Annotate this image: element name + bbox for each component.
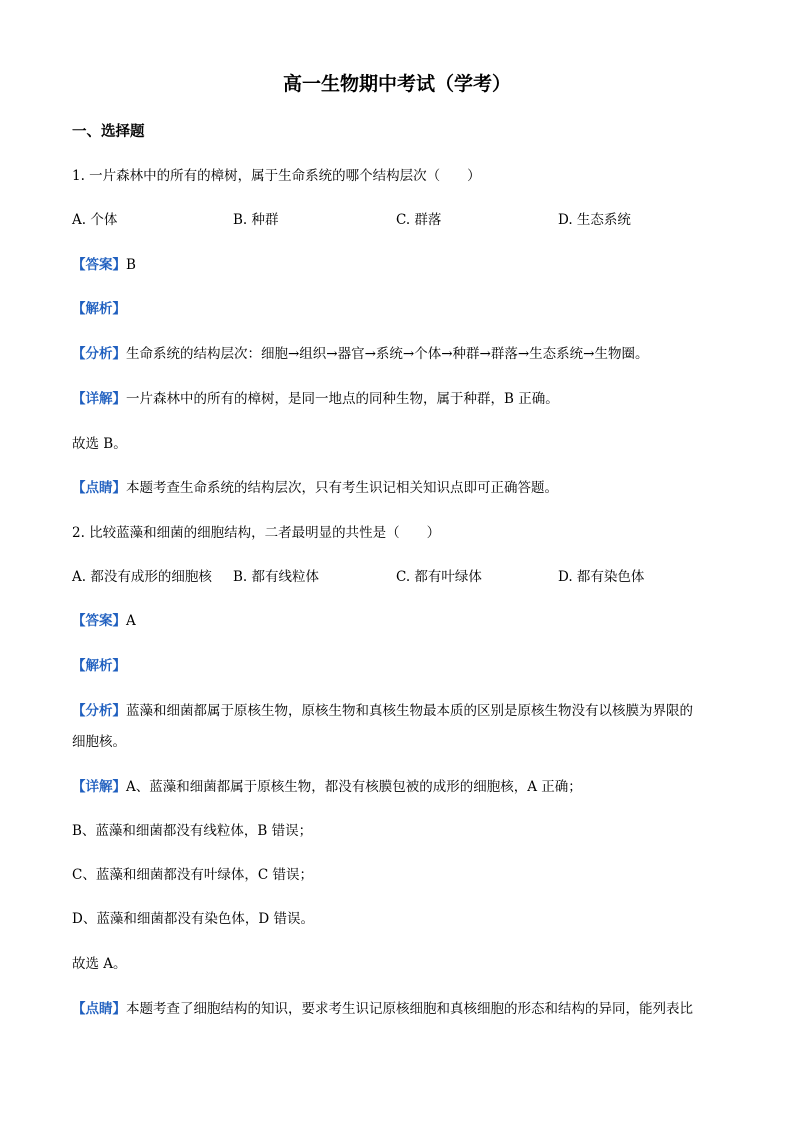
question-2-fenxi-continued: 细胞核。 <box>72 734 126 750</box>
question-1-xiangjie <box>72 390 559 408</box>
question-2-option-d: D. 都有染色体 <box>558 569 645 585</box>
analysis-tag: 【解析】 <box>72 301 126 317</box>
dianjing-text: 本题考查了细胞结构的知识，要求考生识记原核细胞和真核细胞的形态和结构的异同，能列表比 <box>126 1001 693 1017</box>
answer-tag: 【答案】 <box>72 257 126 273</box>
answer-value: B <box>126 257 136 273</box>
xiangjie-text: A、蓝藻和细菌都属于原核生物，都没有核膜包被的成形的细胞核，A 正确； <box>126 779 582 795</box>
question-1-option-c: C. 群落 <box>396 212 442 228</box>
question-1-option-a: A. 个体 <box>72 212 118 228</box>
page-title: 高一生物期中考试（学考） <box>282 73 511 95</box>
fenxi-tag: 【分析】 <box>72 703 126 719</box>
fenxi-tag: 【分析】 <box>72 346 126 362</box>
xiangjie-text: 一片森林中的所有的樟树，是同一地点的同种生物，属于种群，B 正确。 <box>126 391 559 407</box>
question-1-fenxi <box>72 345 649 363</box>
dianjing-tag: 【点睛】 <box>72 1001 126 1017</box>
question-1-analysis-heading <box>72 300 126 318</box>
question-2-stem: 2. 比较蓝藻和细菌的细胞结构，二者最明显的共性是（ ） <box>72 525 441 541</box>
question-2-option-a: A. 都没有成形的细胞核 <box>72 569 212 585</box>
question-2-xiangjie <box>72 778 582 796</box>
answer-tag: 【答案】 <box>72 613 126 629</box>
fenxi-text: 蓝藻和细菌都属于原核生物，原核生物和真核生物最本质的区别是原核生物没有以核膜为界限的 <box>126 703 693 719</box>
dianjing-text: 本题考查生命系统的结构层次，只有考生识记相关知识点即可正确答题。 <box>126 480 558 496</box>
dianjing-tag: 【点睛】 <box>72 480 126 496</box>
question-1-answer <box>72 256 136 274</box>
question-2-option-c: C. 都有叶绿体 <box>396 569 482 585</box>
question-2-conclusion: 故选 A。 <box>72 956 127 972</box>
question-1-dianjing <box>72 479 558 497</box>
question-2-xiangjie-c: C、蓝藻和细菌都没有叶绿体，C 错误； <box>72 867 313 883</box>
question-2-fenxi <box>72 702 693 720</box>
answer-value: A <box>126 613 136 629</box>
fenxi-text: 生命系统的结构层次：细胞→组织→器官→系统→个体→种群→群落→生态系统→生物圈。 <box>126 346 649 362</box>
question-1-stem: 1. 一片森林中的所有的樟树，属于生命系统的哪个结构层次（ ） <box>72 168 481 184</box>
question-2-dianjing <box>72 1000 693 1018</box>
analysis-tag: 【解析】 <box>72 658 126 674</box>
question-2-options <box>72 568 722 586</box>
question-2-answer <box>72 612 136 630</box>
question-2-xiangjie-d: D、蓝藻和细菌都没有染色体，D 错误。 <box>72 911 314 927</box>
xiangjie-tag: 【详解】 <box>72 779 126 795</box>
question-1-conclusion: 故选 B。 <box>72 436 127 452</box>
question-2-xiangjie-b: B、蓝藻和细菌都没有线粒体，B 错误； <box>72 823 313 839</box>
xiangjie-tag: 【详解】 <box>72 391 126 407</box>
question-1-options <box>72 211 722 229</box>
question-1-option-b: B. 种群 <box>233 212 279 228</box>
section-heading: 一、选择题 <box>72 124 145 140</box>
question-1-option-d: D. 生态系统 <box>558 212 631 228</box>
question-2-option-b: B. 都有线粒体 <box>233 569 320 585</box>
question-2-analysis-heading <box>72 657 126 675</box>
